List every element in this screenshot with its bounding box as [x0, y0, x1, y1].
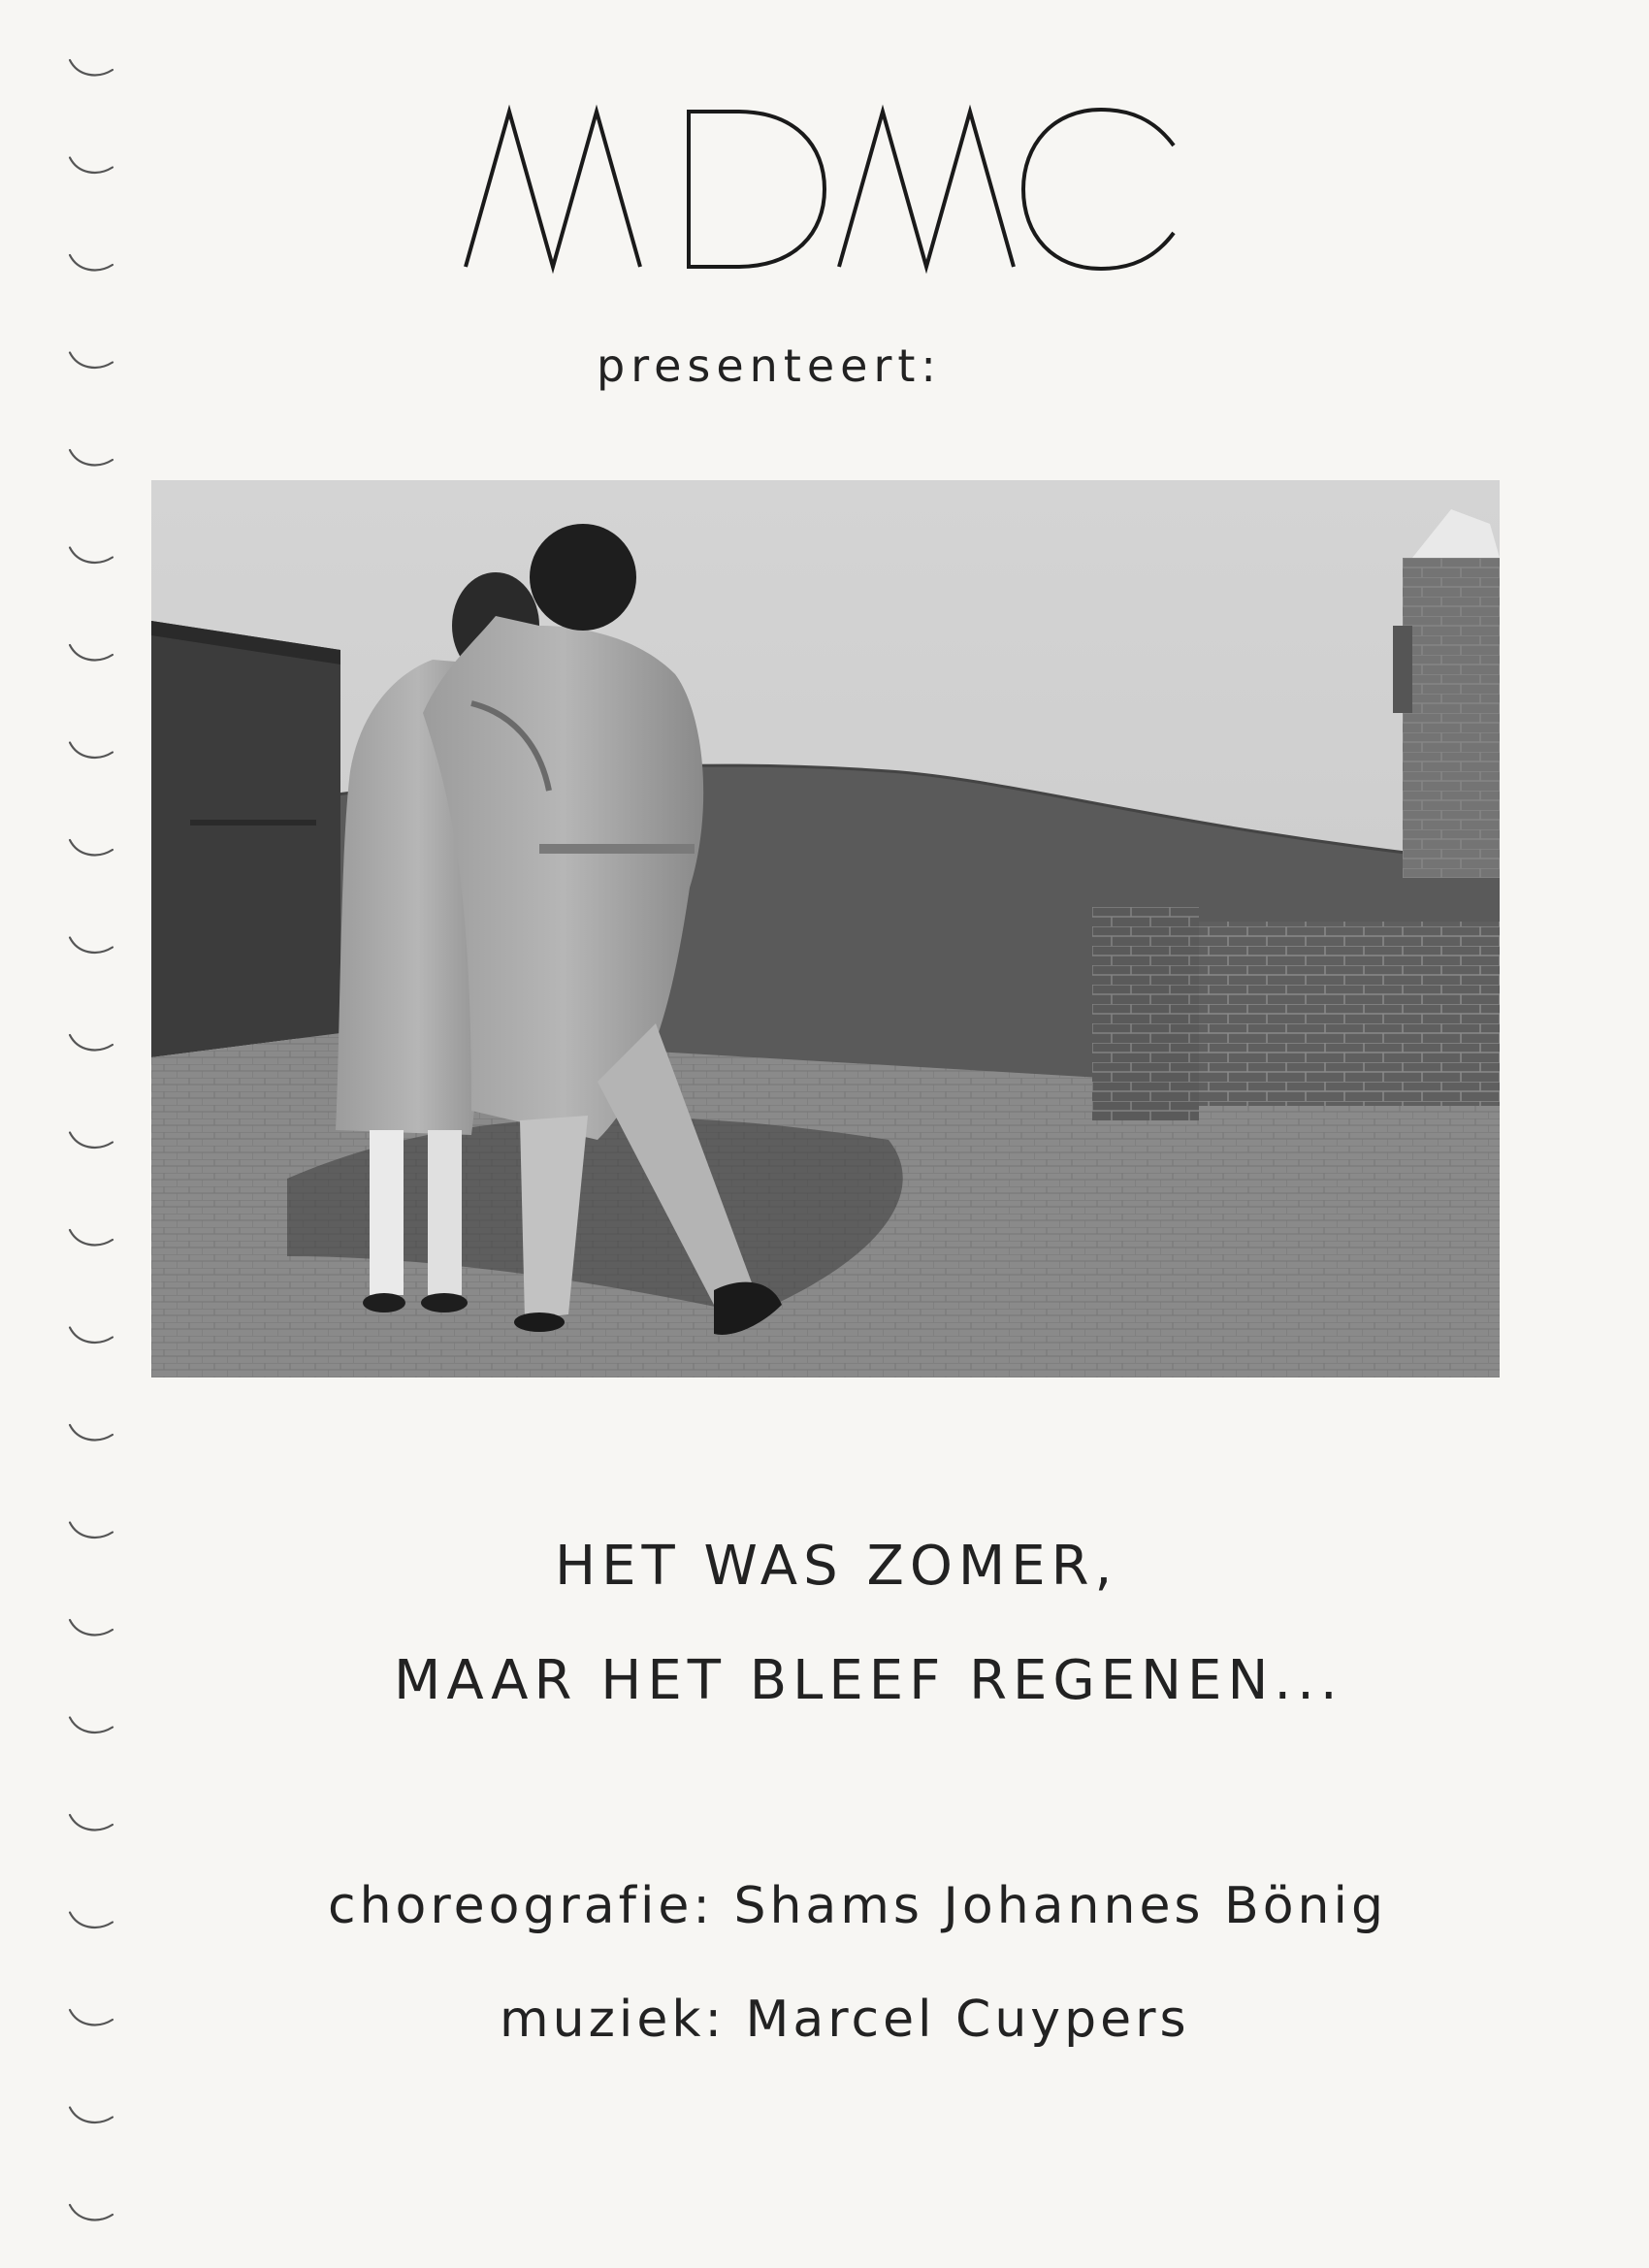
- binding-mark: [70, 1425, 113, 1440]
- binding-mark: [70, 645, 113, 660]
- binding-mark: [70, 450, 113, 465]
- binding-mark: [70, 2010, 113, 2025]
- binding-mark: [70, 1815, 113, 1830]
- music-credit: muziek: Marcel Cuypers: [500, 1991, 1190, 2049]
- binding-mark: [70, 1328, 113, 1343]
- binding-mark: [70, 1035, 113, 1050]
- binding-mark: [70, 2108, 113, 2122]
- binding-mark: [70, 2205, 113, 2219]
- binding-mark: [70, 1133, 113, 1148]
- binding-mark: [70, 1230, 113, 1245]
- presents-label: presenteert:: [597, 340, 942, 392]
- binding-mark: [70, 840, 113, 855]
- binding-mark: [70, 548, 113, 563]
- binding-mark: [70, 353, 113, 368]
- binding-mark: [70, 1523, 113, 1538]
- spiral-binding-marks: [0, 0, 136, 2268]
- title-line-1: HET WAS ZOMER,: [555, 1535, 1118, 1598]
- binding-mark: [70, 938, 113, 953]
- binding-mark: [70, 1913, 113, 1928]
- choreography-credit: choreografie: Shams Johannes Bönig: [328, 1877, 1387, 1935]
- binding-mark: [70, 1620, 113, 1635]
- binding-mark: [70, 1718, 113, 1733]
- mdmc-logo: [0, 92, 1649, 286]
- binding-mark: [70, 743, 113, 758]
- binding-mark: [70, 60, 113, 75]
- title-line-2: MAAR HET BLEEF REGENEN...: [394, 1649, 1343, 1712]
- photograph: [151, 480, 1500, 1377]
